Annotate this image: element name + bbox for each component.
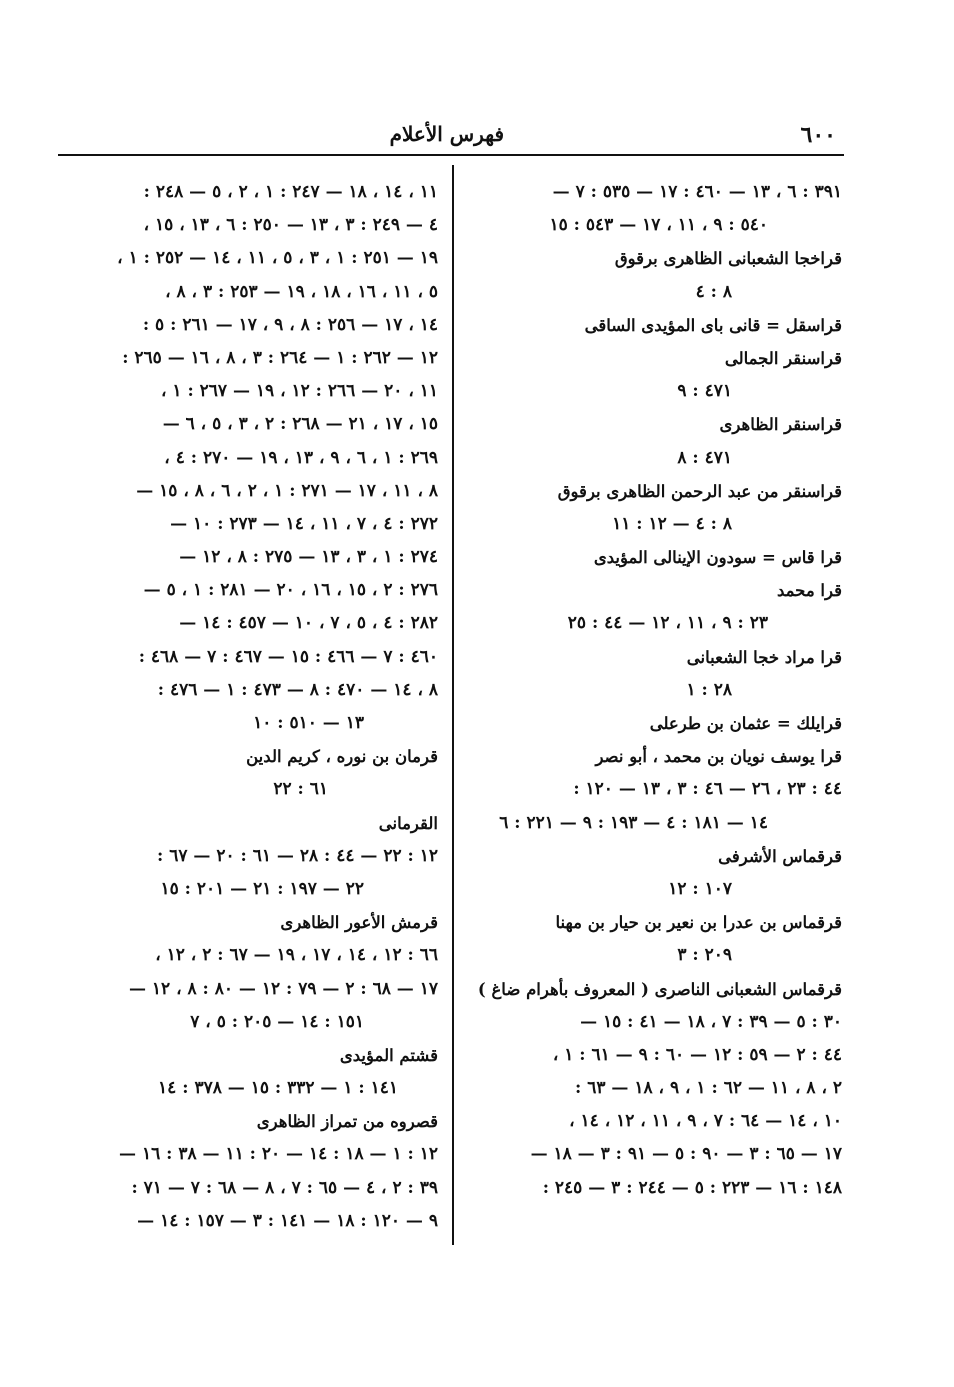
- index-entry-name: قرا يوسف نويان بن محمد ، أبو نصر: [595, 747, 842, 767]
- index-entry-name: قرمش الأعور الظاهرى: [280, 913, 438, 933]
- page-header: [58, 118, 844, 154]
- index-entry-name: قرمان بن نوره ، كريم الدين: [246, 747, 438, 767]
- page-references: ٣٠ : ٥ — ٣٩ : ٧ ، ١٨ — ٤١ : ١٥ —: [580, 1011, 842, 1032]
- page-references: ١٢ — ٢٦٢ : ١ — ٢٦٤ : ٣ ، ٨ ، ١٦ — ٢٦٥ :: [122, 347, 438, 368]
- page-references: ٢٣ : ٩ ، ١١ ، ١٢ — ٤٤ : ٢٥: [567, 613, 768, 634]
- page-references: ١٣ — ٥١٠ : ١٠: [253, 713, 364, 733]
- column-divider: [452, 165, 454, 1245]
- page-references: ٩ — ١٢٠ : ١٨ — ١٤١ : ٣ — ١٥٧ : ١٤ —: [137, 1210, 438, 1231]
- index-entry-name: قراسنقر الجمالى: [724, 348, 842, 368]
- page-references: ١٤١ : ١ — ٣٣٢ : ١٥ — ٣٧٨ : ١٤: [158, 1078, 398, 1099]
- page-references: ١٤٨ : ١٦ — ٢٢٣ : ٥ — ٢٤٤ : ٣ — ٢٤٥ :: [542, 1177, 842, 1198]
- page-references: ١٢ : ٢٢ — ٤٤ : ٢٨ — ٦١ : ٢٠ — ٦٧ :: [157, 845, 438, 866]
- index-entry-name: قرايلك = عثمان بن طرعلى: [649, 714, 842, 733]
- index-entry-name: قشتم المؤيدى: [339, 1045, 438, 1065]
- page-references: ١٤ — ١٨١ : ٤ — ١٩٣ : ٩ — ٢٢١ : ٦: [499, 812, 768, 833]
- page-references: ٦١ : ٢٢: [273, 779, 328, 800]
- index-entry-name: قراسنقر من عبد الرحمن الظاهرى برقوق: [557, 481, 842, 501]
- page-references: ١٩ — ٢٥١ : ١ ، ٣ ، ٥ ، ١١ ، ١٤ — ٢٥٢ : ١ ،: [117, 248, 438, 269]
- running-title: فهرس الأعلام: [389, 122, 504, 146]
- index-entry-name: قرا مراد خجا الشعبانى: [686, 647, 842, 667]
- page-references: ٤٧١ : ٨: [677, 447, 732, 468]
- page-references: ٣٩١ : ٦ ، ١٣ — ٤٦٠ : ١٧ — ٥٣٥ : ٧ —: [552, 182, 842, 202]
- page-references: ٤٧١ : ٩: [677, 381, 732, 402]
- page-references: ٢٨٢ : ٤ ، ٥ ، ٧ ، ١٠ — ٤٥٧ : ١٤ —: [179, 613, 438, 634]
- page-references: ٢٧٦ : ٢ ، ١٥ ، ١٦ ، ٢٠ — ٢٨١ : ١ ، ٥ —: [143, 580, 438, 601]
- page-references: ١٧ — ٦٨ : ٢ — ٧٩ : ١٢ — ٨٠ : ٨ ، ١٢ —: [128, 978, 438, 999]
- header-rule: [58, 154, 844, 156]
- page-references: ١٢ : ١ — ١٨ : ١٤ — ٢٠ : ١١ — ٣٨ : ١٦ —: [119, 1144, 438, 1165]
- page-references: ١٤ ، ١٧ — ٢٥٦ : ٨ ، ٩ ، ١٧ — ٢٦١ : ٥ :: [142, 314, 438, 335]
- page-references: ٢٨ : ١: [686, 679, 732, 700]
- index-entry-name: القرمانى: [378, 813, 438, 833]
- index-entry-name: قراسقل = قانى باى المؤيدى الساقى: [584, 315, 842, 335]
- page-references: ٦٦ : ١٢ ، ١٤ ، ١٧ ، ١٩ — ٦٧ : ٢ ، ١٢ ،: [155, 945, 438, 966]
- index-entry-name: قرقماس بن عدرا بن نعير بن حيار بن مهنا: [555, 913, 842, 933]
- page-references: ٢٧٢ : ٤ ، ٧ ، ١١ ، ١٤ — ٢٧٣ : ١٠ —: [170, 513, 438, 534]
- index-entry-name: قصروه من تمراز الظاهرى: [256, 1112, 438, 1132]
- page-references: ٨ ، ١١ ، ١٧ — ٢٧١ : ١ ، ٢ ، ٦ ، ٨ ، ١٥ —: [136, 480, 438, 501]
- page-references: ٨ : ٤: [695, 281, 732, 302]
- page-references: ١١ ، ٢٠ — ٢٦٦ : ١٢ ، ١٩ — ٢٦٧ : ١ ،: [160, 381, 438, 402]
- page-references: ٢ ، ٨ ، ١١ — ٦٢ : ١ ، ٩ ، ١٨ — ٦٣ :: [575, 1078, 842, 1099]
- page-references: ٤ — ٢٤٩ : ٣ ، ١٣ — ٢٥٠ : ٦ ، ١٣ ، ١٥ ،: [143, 215, 438, 236]
- page-references: ٤٦٠ : ٧ — ٤٦٦ : ١٥ — ٤٦٧ : ٧ — ٤٦٨ :: [138, 646, 438, 667]
- index-entry-name: قراسنقر الظاهرى: [719, 415, 842, 435]
- right-column: [466, 176, 842, 1205]
- index-entry-name: قرا محمد: [776, 581, 842, 601]
- page-references: ٣٩ : ٢ ، ٤ — ٦٥ : ٧ ، ٨ — ٦٨ : ٧ — ٧١ :: [131, 1177, 438, 1198]
- page-references: ٨ : ٤ — ١٢ : ١١: [612, 513, 732, 534]
- left-column: [58, 176, 438, 1238]
- page-references: ٥٤٠ : ٩ ، ١١ ، ١٧ — ٥٤٣ : ١٥: [549, 215, 768, 236]
- index-entry-name: قرقماس الأشرفى: [718, 846, 842, 866]
- page-references: ١٥ ، ١٧ ، ٢١ — ٢٦٨ : ٢ ، ٣ ، ٥ ، ٦ —: [162, 414, 438, 435]
- page-references: ٥ ، ١١ ، ١٦ ، ١٨ ، ١٩ — ٢٥٣ : ٣ ، ٨ ،: [165, 281, 438, 302]
- page-references: ١٠ ، ١٤ — ٦٤ : ٧ ، ٩ ، ١١ ، ١٢ ، ١٤ ،: [569, 1111, 842, 1132]
- page-references: ٢٧٤ : ١ ، ٣ ، ١٣ — ٢٧٥ : ٨ ، ١٢ —: [179, 547, 438, 568]
- page-references: ١٧ — ٦٥ : ٣ — ٩٠ : ٥ — ٩١ : ٣ — ١٨ —: [530, 1144, 842, 1165]
- page-references: ٢٢ — ١٩٧ : ٢١ — ٢٠١ : ١٥: [160, 878, 364, 899]
- page-references: ٨ ، ١٤ — ٤٧٠ : ٨ — ٤٧٣ : ١ — ٤٧٦ :: [157, 679, 438, 700]
- page-references: ٢٦٩ : ١ ، ٦ ، ٩ ، ١٣ ، ١٩ — ٢٧٠ : ٤ ،: [164, 447, 438, 468]
- page-references: ١٠٧ : ١٢: [668, 878, 732, 899]
- index-entry-name: قراخجا الشعبانى الظاهرى برقوق: [614, 249, 842, 269]
- page-number: ٦٠٠: [800, 122, 836, 148]
- page-references: ٤٤ : ٢ — ٥٩ : ١٢ — ٦٠ : ٩ — ٦١ : ١ ،: [552, 1044, 842, 1065]
- page-references: ٤٤ : ٢٣ ، ٢٦ — ٤٦ : ٣ ، ١٣ — ١٢٠ :: [573, 779, 842, 800]
- page-references: ١٥١ : ١٤ — ٢٠٥ : ٥ ، ٧: [190, 1011, 364, 1032]
- page-references: ١١ ، ١٤ ، ١٨ — ٢٤٧ : ١ ، ٢ ، ٥ — ٢٤٨ :: [143, 182, 438, 202]
- index-entry-name: قرا قاس = سودون الإينالى المؤيدى: [593, 548, 842, 568]
- page-references: ٢٠٩ : ٣: [677, 945, 732, 966]
- index-entry-name: قرقماس الشعبانى الناصرى ( المعروف بأهرام ضاغ ): [477, 979, 842, 999]
